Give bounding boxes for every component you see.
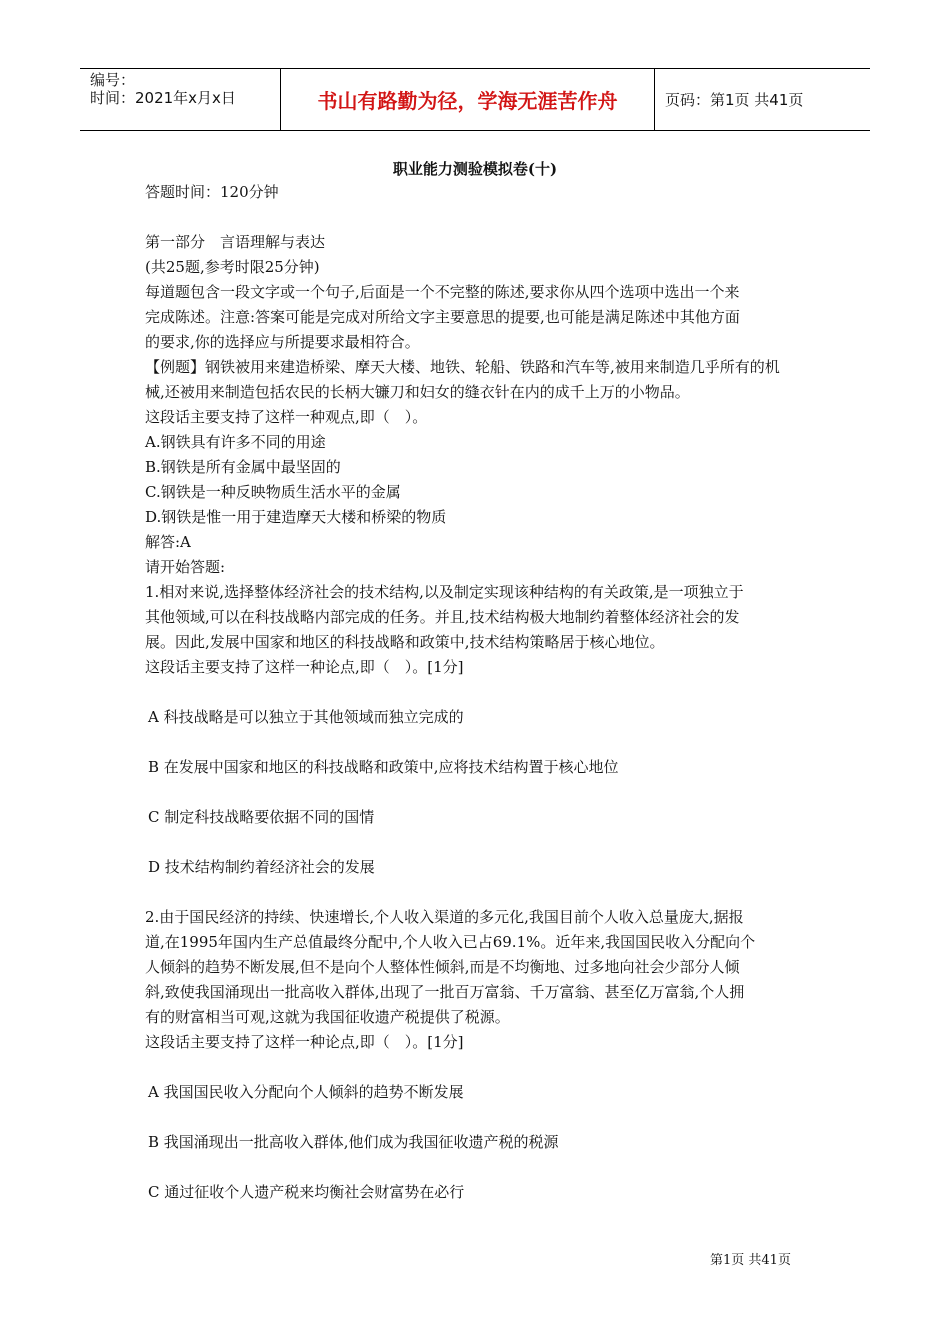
header-time-label: 时间：2021年x月x日 [90,89,236,107]
example-option-c: C.钢铁是一种反映物质生活水平的金属 [145,483,401,501]
question-1-option-a: A 科技战略是可以独立于其他领域而独立完成的 [148,708,464,726]
question-2-line: 有的财富相当可观,这就为我国征收遗产税提供了税源。 [145,1008,510,1026]
start-prompt: 请开始答题: [145,558,226,576]
question-2-prompt: 这段话主要支持了这样一种论点,即（ ）。[1分] [145,1033,464,1051]
question-1-option-b: B 在发展中国家和地区的科技战略和政策中,应将技术结构置于核心地位 [148,758,619,776]
header-meta [80,69,281,130]
example-question: 这段话主要支持了这样一种观点,即（ ）。 [145,408,428,426]
page-footer: 第1页 共41页 [710,1253,791,1268]
answer-time: 答题时间：120分钟 [145,183,279,201]
example-option-d: D.钢铁是惟一用于建造摩天大楼和桥梁的物质 [145,508,447,526]
question-1-prompt: 这段话主要支持了这样一种论点,即（ ）。[1分] [145,658,464,676]
instructions-line: 完成陈述。注意:答案可能是完成对所给文字主要意思的提要,也可能是满足陈述中其他方面 [145,308,740,326]
question-2-line: 斜,致使我国涌现出一批高收入群体,出现了一批百万富翁、千万富翁、甚至亿万富翁,个人拥 [145,983,745,1001]
question-1-option-c: C 制定科技战略要依据不同的国情 [148,808,375,826]
question-2-line: 道,在1995年国内生产总值最终分配中,个人收入已占69.1%。近年来,我国国民收入分配向个 [145,933,756,951]
document-title: 职业能力测验模拟卷(十) [392,160,558,178]
question-1-line: 其他领域,可以在科技战略内部完成的任务。并且,技术结构极大地制约着整体经济社会的发 [145,608,740,626]
instructions-line: 的要求,你的选择应与所提要求最相符合。 [145,333,420,351]
header-number-label: 编号： [90,71,136,89]
section-title: 第一部分 言语理解与表达 [145,233,326,251]
question-2-line: 人倾斜的趋势不断发展,但不是向个人整体性倾斜,而是不均衡地、过多地向社会少部分人倾 [145,958,740,976]
question-1-line: 展。因此,发展中国家和地区的科技战略和政策中,技术结构策略居于核心地位。 [145,633,665,651]
header-motto: 书山有路勤为径，学海无涯苦作舟 [281,69,655,130]
section-note: (共25题,参考时限25分钟) [145,258,320,276]
example-line: 【例题】钢铁被用来建造桥梁、摩天大楼、地铁、轮船、铁路和汽车等,被用来制造几乎所有的机 [145,358,780,376]
question-2-line: 2.由于国民经济的持续、快速增长,个人收入渠道的多元化,我国目前个人收入总量庞大,据报 [145,908,744,926]
example-line: 械,还被用来制造包括农民的长柄大镰刀和妇女的缝衣针在内的成千上万的小物品。 [145,383,690,401]
instructions-line: 每道题包含一段文字或一个句子,后面是一个不完整的陈述,要求你从四个选项中选出一个来 [145,283,740,301]
question-1-option-d: D 技术结构制约着经济社会的发展 [148,858,375,876]
page-header [80,68,870,131]
question-2-option-b: B 我国涌现出一批高收入群体,他们成为我国征收遗产税的税源 [148,1133,559,1151]
question-1-line: 1.相对来说,选择整体经济社会的技术结构,以及制定实现该种结构的有关政策,是一项独立于 [145,583,744,601]
question-2-option-a: A 我国国民收入分配向个人倾斜的趋势不断发展 [148,1083,464,1101]
example-option-a: A.钢铁具有许多不同的用途 [145,433,326,451]
header-page-label: 页码：第1页 共41页 [665,91,804,109]
example-option-b: B.钢铁是所有金属中最坚固的 [145,458,341,476]
document-body [145,180,825,1205]
question-2-option-c: C 通过征收个人遗产税来均衡社会财富势在必行 [148,1183,465,1201]
example-answer: 解答:A [145,533,191,551]
